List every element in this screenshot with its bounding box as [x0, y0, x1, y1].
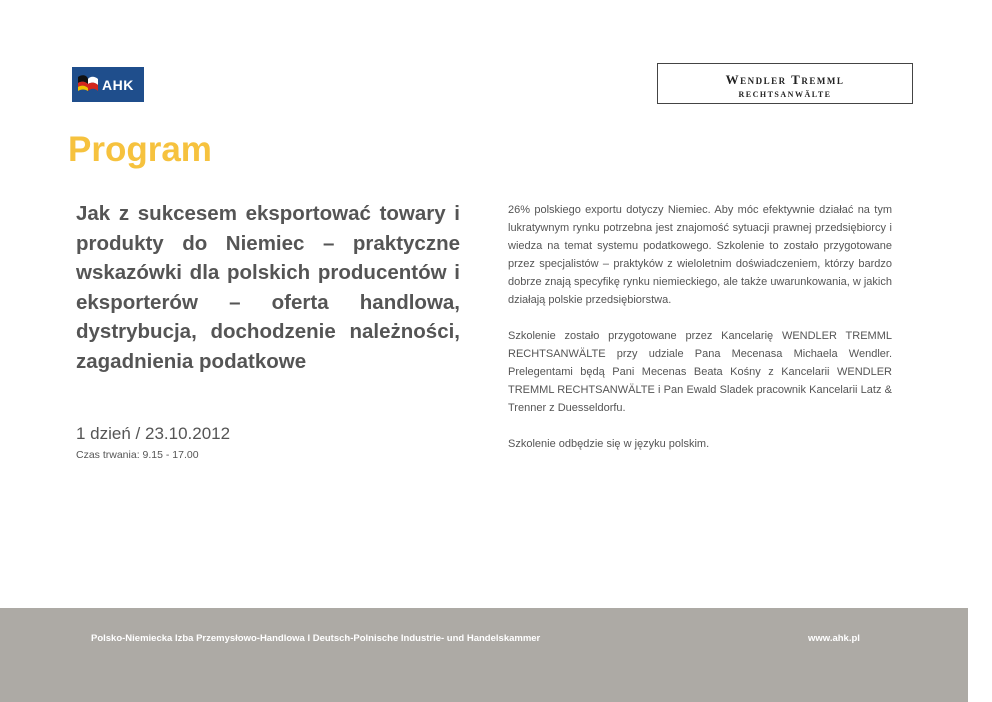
law-firm-name: Wendler Tremml [725, 72, 845, 87]
law-firm-logo [657, 63, 913, 104]
footer-url[interactable]: www.ahk.pl [808, 633, 860, 644]
footer-text: Polsko-Niemiecka Izba Przemysłowo-Handlowa I Deutsch-Polnische Industrie- und Handelskammer [91, 633, 541, 644]
event-date: 1 dzień / 23.10.2012 [76, 424, 231, 443]
description-paragraph: Szkolenie odbędzie się w języku polskim. [508, 438, 710, 450]
law-firm-subtitle: RECHTSANWÄLTE [738, 90, 832, 99]
description-column [508, 201, 892, 471]
ahk-logo [72, 67, 144, 102]
description-paragraph: 26% polskiego exportu dotyczy Niemiec. Aby móc efektywnie działać na tym lukratywnym rynku potrzebna jest znajomość sytuacji prawnej przedsiębiorcy i wiedza na temat systemu podatkowego. Szkolenie to zostało przygotowane przez specjalistów – praktyków z wieloletnim doświadczeniem, którzy bardzo dobrze znają specyfikę rynku niemieckiego, ale także uwarunkowania, w jakich działają polskie przedsiębiorstwa. [508, 204, 892, 306]
footer [0, 608, 968, 702]
program-heading: Jak z sukcesem eksportować towary i produkty do Niemiec – praktyczne wskazówki dla polskich producentów i eksporterów – oferta handlowa, dystrybucja, dochodzenie należności, zagadnienia podatkowe [76, 202, 460, 373]
flags-icon [72, 67, 102, 102]
ahk-logo-text: AHK [102, 76, 134, 93]
description-paragraph: Szkolenie zostało przygotowane przez Kancelarię WENDLER TREMML RECHTSANWÄLTE przy udziale Pana Mecenasa Michaela Wendler. Prelegentami będą Pani Mecenas Beata Kośny z Kancelarii WENDLER TREMML RECHTSANWÄLTE i Pan Ewald Sladek pracownik Kancelarii Latz & Trenner z Duesseldorfu. [508, 330, 892, 414]
page-title: Program [68, 130, 212, 169]
event-duration: Czas trwania: 9.15 - 17.00 [76, 449, 199, 461]
